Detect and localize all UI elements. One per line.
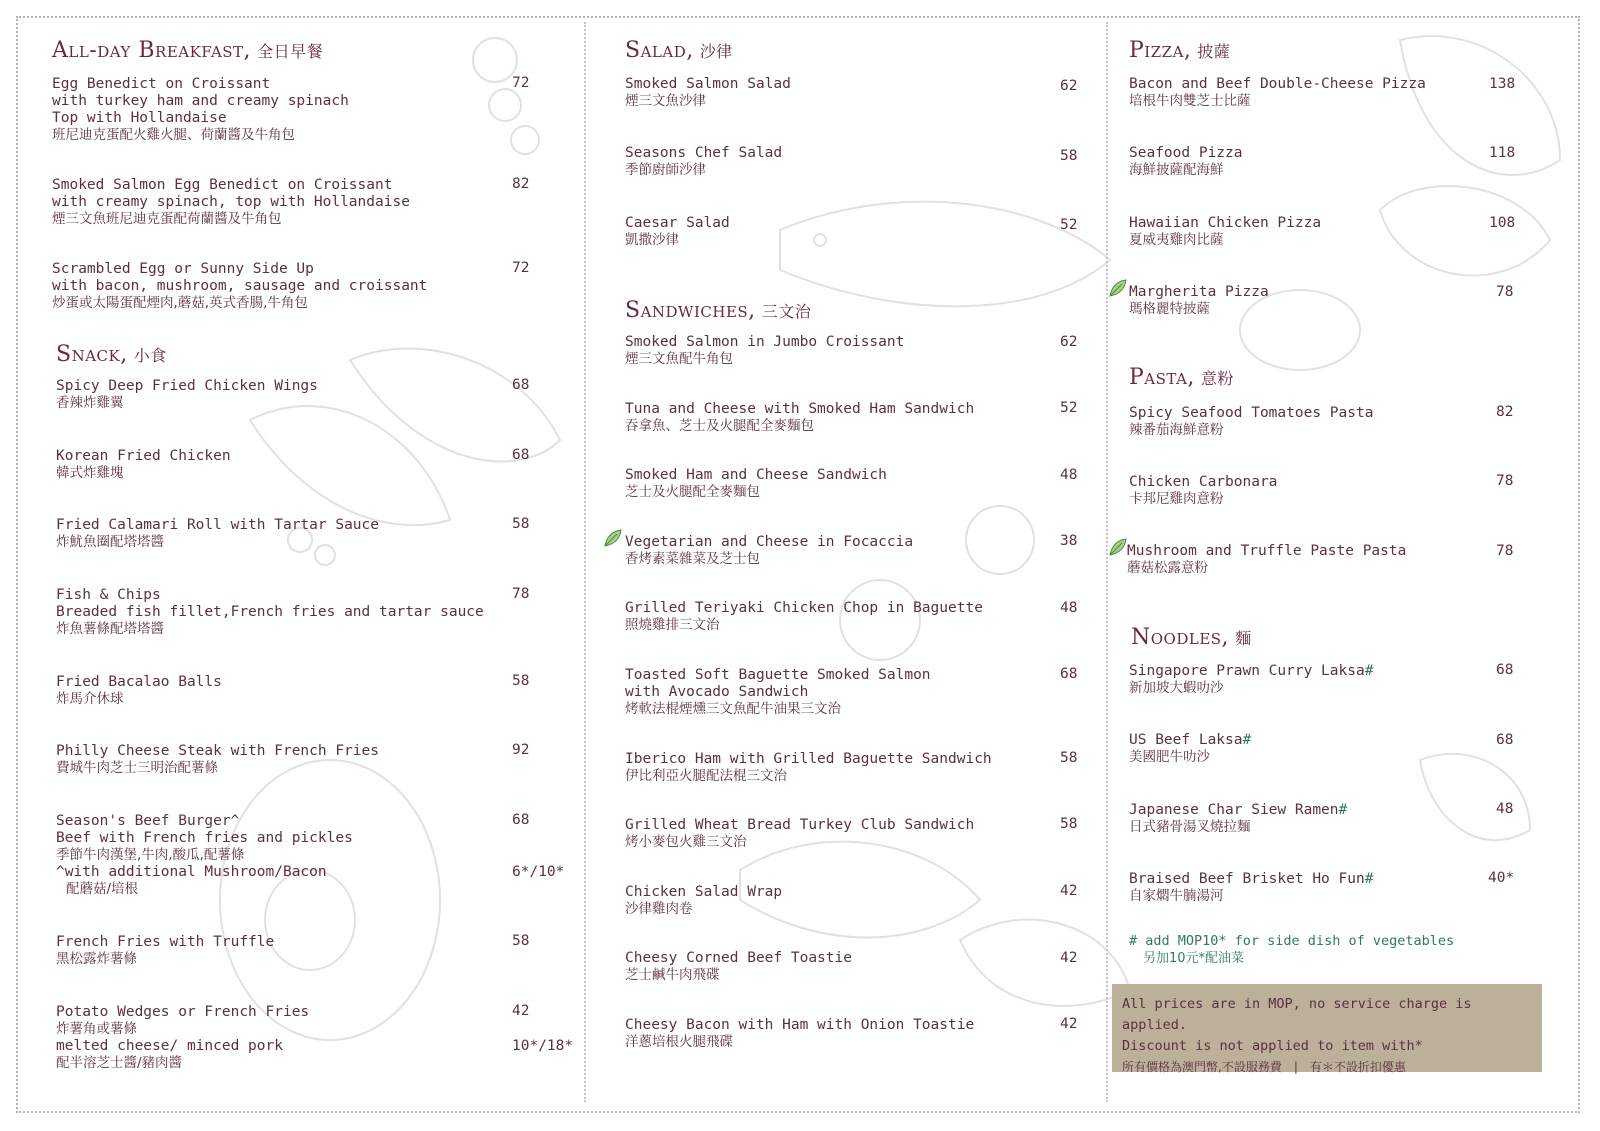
- item-price: 68: [512, 377, 530, 393]
- section-title-cn: 全日早餐: [257, 42, 324, 61]
- item-price: 82: [512, 176, 530, 192]
- menu-item: [52, 76, 349, 144]
- item-price: 42: [512, 1003, 530, 1019]
- item-name: Smoked Salmon in Jumbo Croissant: [625, 334, 905, 350]
- item-name-cn: 照燒雞排三文治: [625, 617, 720, 633]
- item-name-cn: 蘑菇松露意粉: [1127, 560, 1208, 576]
- item-name-cn: 香烤素菜雜菜及芝士包: [625, 551, 760, 567]
- menu-item: [625, 667, 931, 718]
- menu-item: [56, 448, 231, 482]
- side-dish-mark: #: [1364, 871, 1374, 887]
- menu-item: [625, 1017, 974, 1051]
- item-name-cn: 辣番茄海鮮意粉: [1129, 422, 1224, 438]
- item-price: 40*: [1488, 870, 1515, 886]
- item-name: Mushroom and Truffle Paste Pasta: [1127, 543, 1407, 559]
- item-name-cn: 炒蛋或太陽蛋配煙肉,蘑菇,英式香腸,牛角包: [52, 295, 308, 311]
- menu-item: [625, 817, 974, 851]
- menu-item: [1129, 405, 1373, 439]
- item-name-cn: 凱撒沙律: [625, 232, 679, 248]
- item-desc: with bacon, mushroom, sausage and croissant: [52, 278, 428, 294]
- menu-item: [56, 517, 379, 551]
- item-name-cn: 烤小麥包火雞三文治: [625, 834, 747, 850]
- item-price: 58: [1060, 750, 1078, 766]
- item-name: Margherita Pizza: [1129, 284, 1269, 300]
- item-price: 72: [512, 75, 530, 91]
- section-title-cn: 小食: [133, 346, 167, 365]
- section-title-en: All-day Breakfast,: [52, 38, 252, 63]
- item-name: Singapore Prawn Curry Laksa: [1129, 663, 1365, 679]
- item-name-cn: 卡邦尼雞肉意粉: [1129, 491, 1224, 507]
- section-title-sandwiches: [625, 298, 811, 323]
- menu-item: [1129, 145, 1243, 179]
- item-price: 108: [1489, 215, 1516, 231]
- section-title-pasta: [1129, 365, 1234, 390]
- item-price: 62: [1060, 334, 1078, 350]
- menu-item: [1129, 284, 1269, 318]
- pricing-info-line: All prices are in MOP, no service charge is applied.: [1122, 996, 1472, 1033]
- item-price: 58: [512, 516, 530, 532]
- menu-item: [625, 76, 791, 110]
- item-extra-price: 10*/18*: [512, 1038, 574, 1054]
- item-name-cn: 季節牛肉漢堡,牛肉,酸瓜,配薯條: [56, 847, 245, 863]
- item-desc: with turkey ham and creamy spinach: [52, 93, 349, 109]
- item-price: 52: [1060, 217, 1078, 233]
- item-name: Korean Fried Chicken: [56, 448, 231, 464]
- menu-item: [56, 813, 353, 898]
- section-title-en: Sandwiches,: [625, 298, 756, 323]
- item-name: Egg Benedict on Croissant: [52, 76, 271, 92]
- item-name: Chicken Salad Wrap: [625, 884, 783, 900]
- item-name-cn: 自家燜牛腩湯河: [1129, 888, 1224, 904]
- section-title-en: Pizza,: [1129, 38, 1192, 63]
- item-extra-cn: 配半溶芝士醬/豬肉醬: [56, 1055, 183, 1071]
- menu-item: [1129, 663, 1373, 697]
- item-name-cn: 美國肥牛叻沙: [1129, 749, 1210, 765]
- section-title-en: Salad,: [625, 38, 694, 63]
- item-name: Fish & Chips: [56, 587, 161, 603]
- item-price: 68: [1496, 732, 1514, 748]
- item-price: 52: [1060, 400, 1078, 416]
- item-price: 78: [1496, 543, 1514, 559]
- item-price: 82: [1496, 404, 1514, 420]
- menu-item: [625, 401, 974, 435]
- side-dish-note: [1129, 933, 1454, 967]
- menu-item: [1129, 474, 1277, 508]
- menu-item: [52, 177, 410, 228]
- item-name-line2: with Avocado Sandwich: [625, 684, 809, 700]
- item-name: French Fries with Truffle: [56, 934, 275, 950]
- item-price: 58: [1060, 148, 1078, 164]
- item-name-cn: 炸魷魚圈配塔塔醬: [56, 534, 164, 550]
- menu-item: [625, 950, 852, 984]
- item-name: Smoked Salmon Egg Benedict on Croissant: [52, 177, 393, 193]
- vegetarian-leaf-icon: [1108, 278, 1128, 298]
- side-dish-mark: #: [1242, 732, 1252, 748]
- item-name: Smoked Salmon Salad: [625, 76, 791, 92]
- item-name: Vegetarian and Cheese in Focaccia: [625, 534, 914, 550]
- item-name-cn: 瑪格麗特披薩: [1129, 301, 1210, 317]
- pricing-info-line-cn: 所有價格為澳門幣,不設服務費 | 有＊不設折扣優惠: [1122, 1060, 1406, 1074]
- item-name: Japanese Char Siew Ramen: [1129, 802, 1339, 818]
- item-price: 68: [1496, 662, 1514, 678]
- section-title-pizza: [1129, 38, 1230, 63]
- item-price: 42: [1060, 1016, 1078, 1032]
- menu-item: [625, 467, 887, 501]
- item-name: Cheesy Bacon with Ham with Onion Toastie: [625, 1017, 975, 1033]
- menu-item: [625, 534, 913, 568]
- item-price: 68: [512, 812, 530, 828]
- section-title-en: Snack,: [56, 342, 128, 367]
- menu-item: [625, 215, 730, 249]
- vegetarian-leaf-icon: [1108, 537, 1128, 557]
- section-title-breakfast: [52, 38, 323, 63]
- item-name-cn: 日式豬骨湯叉燒拉麵: [1129, 819, 1251, 835]
- note-line-cn: 另加10元*配油菜: [1143, 951, 1245, 966]
- item-name-cn: 季節廚師沙律: [625, 162, 706, 178]
- item-name: Grilled Teriyaki Chicken Chop in Baguette: [625, 600, 983, 616]
- menu-item: [625, 751, 992, 785]
- section-title-snack: [56, 342, 167, 367]
- menu-item: [625, 145, 782, 179]
- item-price: 118: [1489, 145, 1516, 161]
- item-name: Seasons Chef Salad: [625, 145, 783, 161]
- item-name: Tuna and Cheese with Smoked Ham Sandwich: [625, 401, 975, 417]
- menu-item: [625, 600, 983, 634]
- menu-item: [625, 884, 782, 918]
- menu-item: [1129, 215, 1321, 249]
- item-name: Grilled Wheat Bread Turkey Club Sandwich: [625, 817, 975, 833]
- section-title-cn: 沙律: [699, 42, 733, 61]
- side-dish-mark: #: [1364, 663, 1374, 679]
- item-price: 48: [1496, 801, 1514, 817]
- item-name: Seafood Pizza: [1129, 145, 1243, 161]
- menu-item: [1127, 543, 1406, 577]
- menu-item: [56, 934, 274, 968]
- item-name: Hawaiian Chicken Pizza: [1129, 215, 1322, 231]
- item-price: 42: [1060, 950, 1078, 966]
- item-name: Caesar Salad: [625, 215, 730, 231]
- menu-item: [1129, 871, 1373, 905]
- item-price: 78: [1496, 284, 1514, 300]
- item-name: US Beef Laksa: [1129, 732, 1243, 748]
- item-name-cn: 炸薯角或薯條: [56, 1021, 137, 1037]
- item-name-cn: 芝士及火腿配全麥麵包: [625, 484, 760, 500]
- item-name-cn: 夏威夷雞肉比薩: [1129, 232, 1224, 248]
- menu-item: [56, 743, 379, 777]
- item-name-cn: 韓式炸雞塊: [56, 465, 124, 481]
- item-name-cn: 海鮮披薩配海鮮: [1129, 162, 1224, 178]
- item-extra-price: 6*/10*: [512, 864, 565, 880]
- section-title-en: Pasta,: [1129, 365, 1195, 390]
- item-name-cn: 班尼迪克蛋配火雞火腿、荷蘭醬及牛角包: [52, 127, 295, 143]
- item-name-cn: 烤軟法棍煙燻三文魚配牛油果三文治: [625, 701, 841, 717]
- item-price: 42: [1060, 883, 1078, 899]
- item-name: Smoked Ham and Cheese Sandwich: [625, 467, 887, 483]
- column-divider-right: [1106, 22, 1108, 1102]
- side-dish-mark: #: [1338, 802, 1348, 818]
- item-price: 138: [1489, 76, 1516, 92]
- menu-item: [1129, 802, 1347, 836]
- menu-item: [56, 1004, 309, 1072]
- item-extra: melted cheese/ minced pork: [56, 1038, 283, 1054]
- item-name-cn: 芝士鹹牛肉飛碟: [625, 967, 720, 983]
- vegetarian-leaf-icon: [603, 528, 623, 548]
- item-name: Toasted Soft Baguette Smoked Salmon: [625, 667, 931, 683]
- item-name-cn: 煙三文魚班尼迪克蛋配荷蘭醬及牛角包: [52, 211, 282, 227]
- item-name: Philly Cheese Steak with French Fries: [56, 743, 380, 759]
- item-price: 62: [1060, 78, 1078, 94]
- section-title-en: Noodles,: [1131, 625, 1230, 650]
- menu-item: [56, 587, 484, 638]
- item-name-cn: 黑松露炸薯條: [56, 951, 137, 967]
- item-price: 68: [1060, 666, 1078, 682]
- item-name-cn: 炸魚薯條配塔塔醬: [56, 621, 164, 637]
- item-price: 58: [512, 673, 530, 689]
- item-name-cn: 煙三文魚配牛角包: [625, 351, 733, 367]
- item-name: Season's Beef Burger^: [56, 813, 240, 829]
- menu-item: [56, 674, 222, 708]
- item-desc: Top with Hollandaise: [52, 110, 227, 126]
- item-name-cn: 費城牛肉芝士三明治配薯條: [56, 760, 218, 776]
- item-name: Fried Bacalao Balls: [56, 674, 222, 690]
- item-name: Bacon and Beef Double-Cheese Pizza: [1129, 76, 1426, 92]
- item-name: Fried Calamari Roll with Tartar Sauce: [56, 517, 380, 533]
- item-name-cn: 吞拿魚、芝士及火腿配全麥麵包: [625, 418, 814, 434]
- item-price: 78: [1496, 473, 1514, 489]
- item-name: Spicy Deep Fried Chicken Wings: [56, 378, 318, 394]
- item-name-cn: 沙律雞肉卷: [625, 901, 693, 917]
- item-price: 48: [1060, 467, 1078, 483]
- item-name: Scrambled Egg or Sunny Side Up: [52, 261, 314, 277]
- item-desc: Breaded fish fillet,French fries and tartar sauce: [56, 604, 484, 620]
- item-desc: Beef with French fries and pickles: [56, 830, 353, 846]
- item-name: Chicken Carbonara: [1129, 474, 1278, 490]
- menu-item: [1129, 76, 1426, 110]
- section-title-cn: 披薩: [1197, 42, 1231, 61]
- pricing-info-box: [1112, 984, 1542, 1072]
- item-price: 78: [512, 586, 530, 602]
- item-name-cn: 伊比利亞火腿配法棍三文治: [625, 768, 787, 784]
- menu-item: [1129, 732, 1251, 766]
- item-desc: with creamy spinach, top with Hollandaise: [52, 194, 410, 210]
- menu-item: [56, 378, 318, 412]
- menu-item: [52, 261, 427, 312]
- section-title-cn: 意粉: [1200, 369, 1234, 388]
- item-name: Cheesy Corned Beef Toastie: [625, 950, 852, 966]
- section-title-cn: 麵: [1235, 629, 1252, 648]
- section-title-cn: 三文治: [761, 302, 812, 321]
- pricing-info-line: Discount is not applied to item with*: [1122, 1038, 1423, 1054]
- item-price: 72: [512, 260, 530, 276]
- item-extra: ^with additional Mushroom/Bacon: [56, 864, 327, 880]
- item-price: 58: [512, 933, 530, 949]
- item-name-cn: 新加坡大蝦叻沙: [1129, 680, 1224, 696]
- item-price: 68: [512, 447, 530, 463]
- item-price: 58: [1060, 816, 1078, 832]
- item-name: Iberico Ham with Grilled Baguette Sandwich: [625, 751, 992, 767]
- item-name-cn: 培根牛肉雙芝士比薩: [1129, 93, 1251, 109]
- menu-item: [625, 334, 904, 368]
- item-name: Spicy Seafood Tomatoes Pasta: [1129, 405, 1374, 421]
- item-price: 48: [1060, 600, 1078, 616]
- item-price: 92: [512, 742, 530, 758]
- item-name-cn: 洋蔥培根火腿飛碟: [625, 1034, 733, 1050]
- item-name-cn: 煙三文魚沙律: [625, 93, 706, 109]
- item-price: 38: [1060, 533, 1078, 549]
- section-title-noodles: [1131, 625, 1252, 650]
- item-name-cn: 炸馬介休球: [56, 691, 124, 707]
- section-title-salad: [625, 38, 733, 63]
- item-name: Braised Beef Brisket Ho Fun: [1129, 871, 1365, 887]
- item-name-cn: 香辣炸雞翼: [56, 395, 124, 411]
- note-line-en: # add MOP10* for side dish of vegetables: [1129, 933, 1455, 949]
- item-extra-cn: 配蘑菇/培根: [66, 881, 139, 897]
- item-name: Potato Wedges or French Fries: [56, 1004, 310, 1020]
- column-divider-left: [584, 22, 586, 1102]
